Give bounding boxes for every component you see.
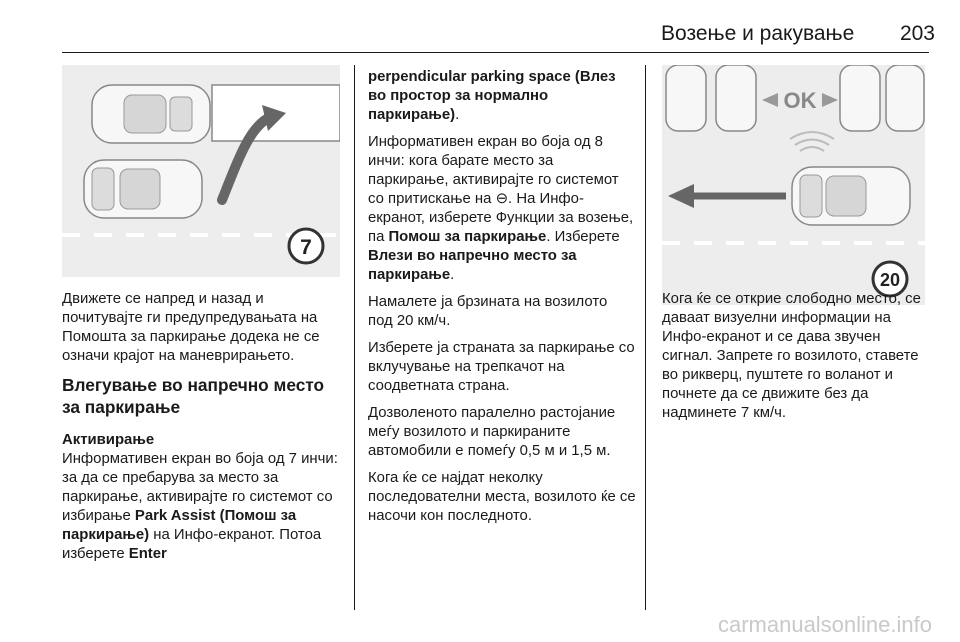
paragraph: Изберете ја страната за паркирање со вклучување на трепкачот на соодветната страна. [368, 340, 635, 394]
menu-term: Enter [128, 546, 167, 562]
column-1 [62, 290, 344, 572]
menu-term: Влези во напречно место за паркирање [368, 248, 577, 283]
figure-space-detected [662, 65, 925, 305]
column-divider-1 [354, 65, 355, 610]
paragraph [368, 68, 636, 125]
menu-term: Park Assist (Помош за паркирање) [62, 508, 297, 543]
subheading: Активирање [62, 432, 155, 448]
gap-arrow-left [762, 93, 778, 107]
text-run: . [455, 107, 460, 123]
text-run: Информативен екран во боја од 7 инчи: за да се пребарува за место за паркирање, активирајте го системот со избирање [62, 451, 338, 524]
text-run: . Изберете [546, 229, 620, 245]
menu-term: Помош за паркирање [388, 229, 547, 245]
sensor-waves [790, 132, 834, 151]
header-rule [62, 52, 929, 53]
paragraph [62, 450, 344, 564]
figure-parking-maneuver [62, 65, 340, 277]
paragraph: Движете се напред и назад и почитувајте ги предупредувањата на Помошта за паркирање додека не се означи крајот на маневрирањето. [62, 291, 320, 364]
text-run: на Инфо-екранот. Потоа изберете [62, 527, 322, 562]
header-title: Возење и ракување [661, 22, 855, 45]
paragraph: Дозволеното паралелно растојание меѓу возилото и паркираните автомобили е помеѓу 0,5 м и 1,5 м. [368, 405, 616, 459]
paragraph: Намалете ја брзината на возилото под 20 км/ч. [368, 294, 608, 329]
paragraph [368, 133, 636, 285]
badge-number-right: 20 [879, 270, 901, 290]
paragraph: Кога ќе се најдат неколку последователни места, возилото ќе се насочи кон последното. [368, 470, 636, 524]
parked-car [92, 85, 210, 143]
searching-car [792, 167, 910, 225]
ok-label: OK [783, 88, 817, 113]
menu-term: perpendicular parking space (Влез во простор за нормално паркирање) [368, 69, 616, 123]
motion-arrowhead [668, 184, 694, 208]
space-detected-illustration [662, 65, 925, 305]
section-heading: Влегување во напречно место за паркирање [62, 375, 325, 417]
text-run: . [450, 267, 455, 283]
column-divider-2 [645, 65, 646, 610]
parking-button-icon: ⊖ [495, 191, 509, 207]
badge-number-left: 7 [300, 236, 312, 259]
column-3 [662, 290, 930, 431]
paragraph: Кога ќе се открие слободно место, се даваат визуелни информации на Инфо-екранот и се дава звучен сигнал. Запрете го возилото, ставете во рикверц, пуштете го воланот и почнете да се движите без да надминете 7 км/ч. [662, 291, 921, 421]
watermark: carmanualsonline.info [717, 612, 932, 637]
text-run: . На Инфо-екранот, изберете Функции за возење, па [368, 191, 634, 245]
parking-maneuver-illustration [62, 65, 340, 277]
moving-car [84, 160, 202, 218]
column-2 [368, 68, 636, 534]
gap-arrow-right [822, 93, 838, 107]
page-number: 203 [899, 22, 935, 45]
text-run: Информативен екран во боја од 8 инчи: кога барате место за паркирање, активирајте го системот со притискање на [368, 134, 619, 207]
